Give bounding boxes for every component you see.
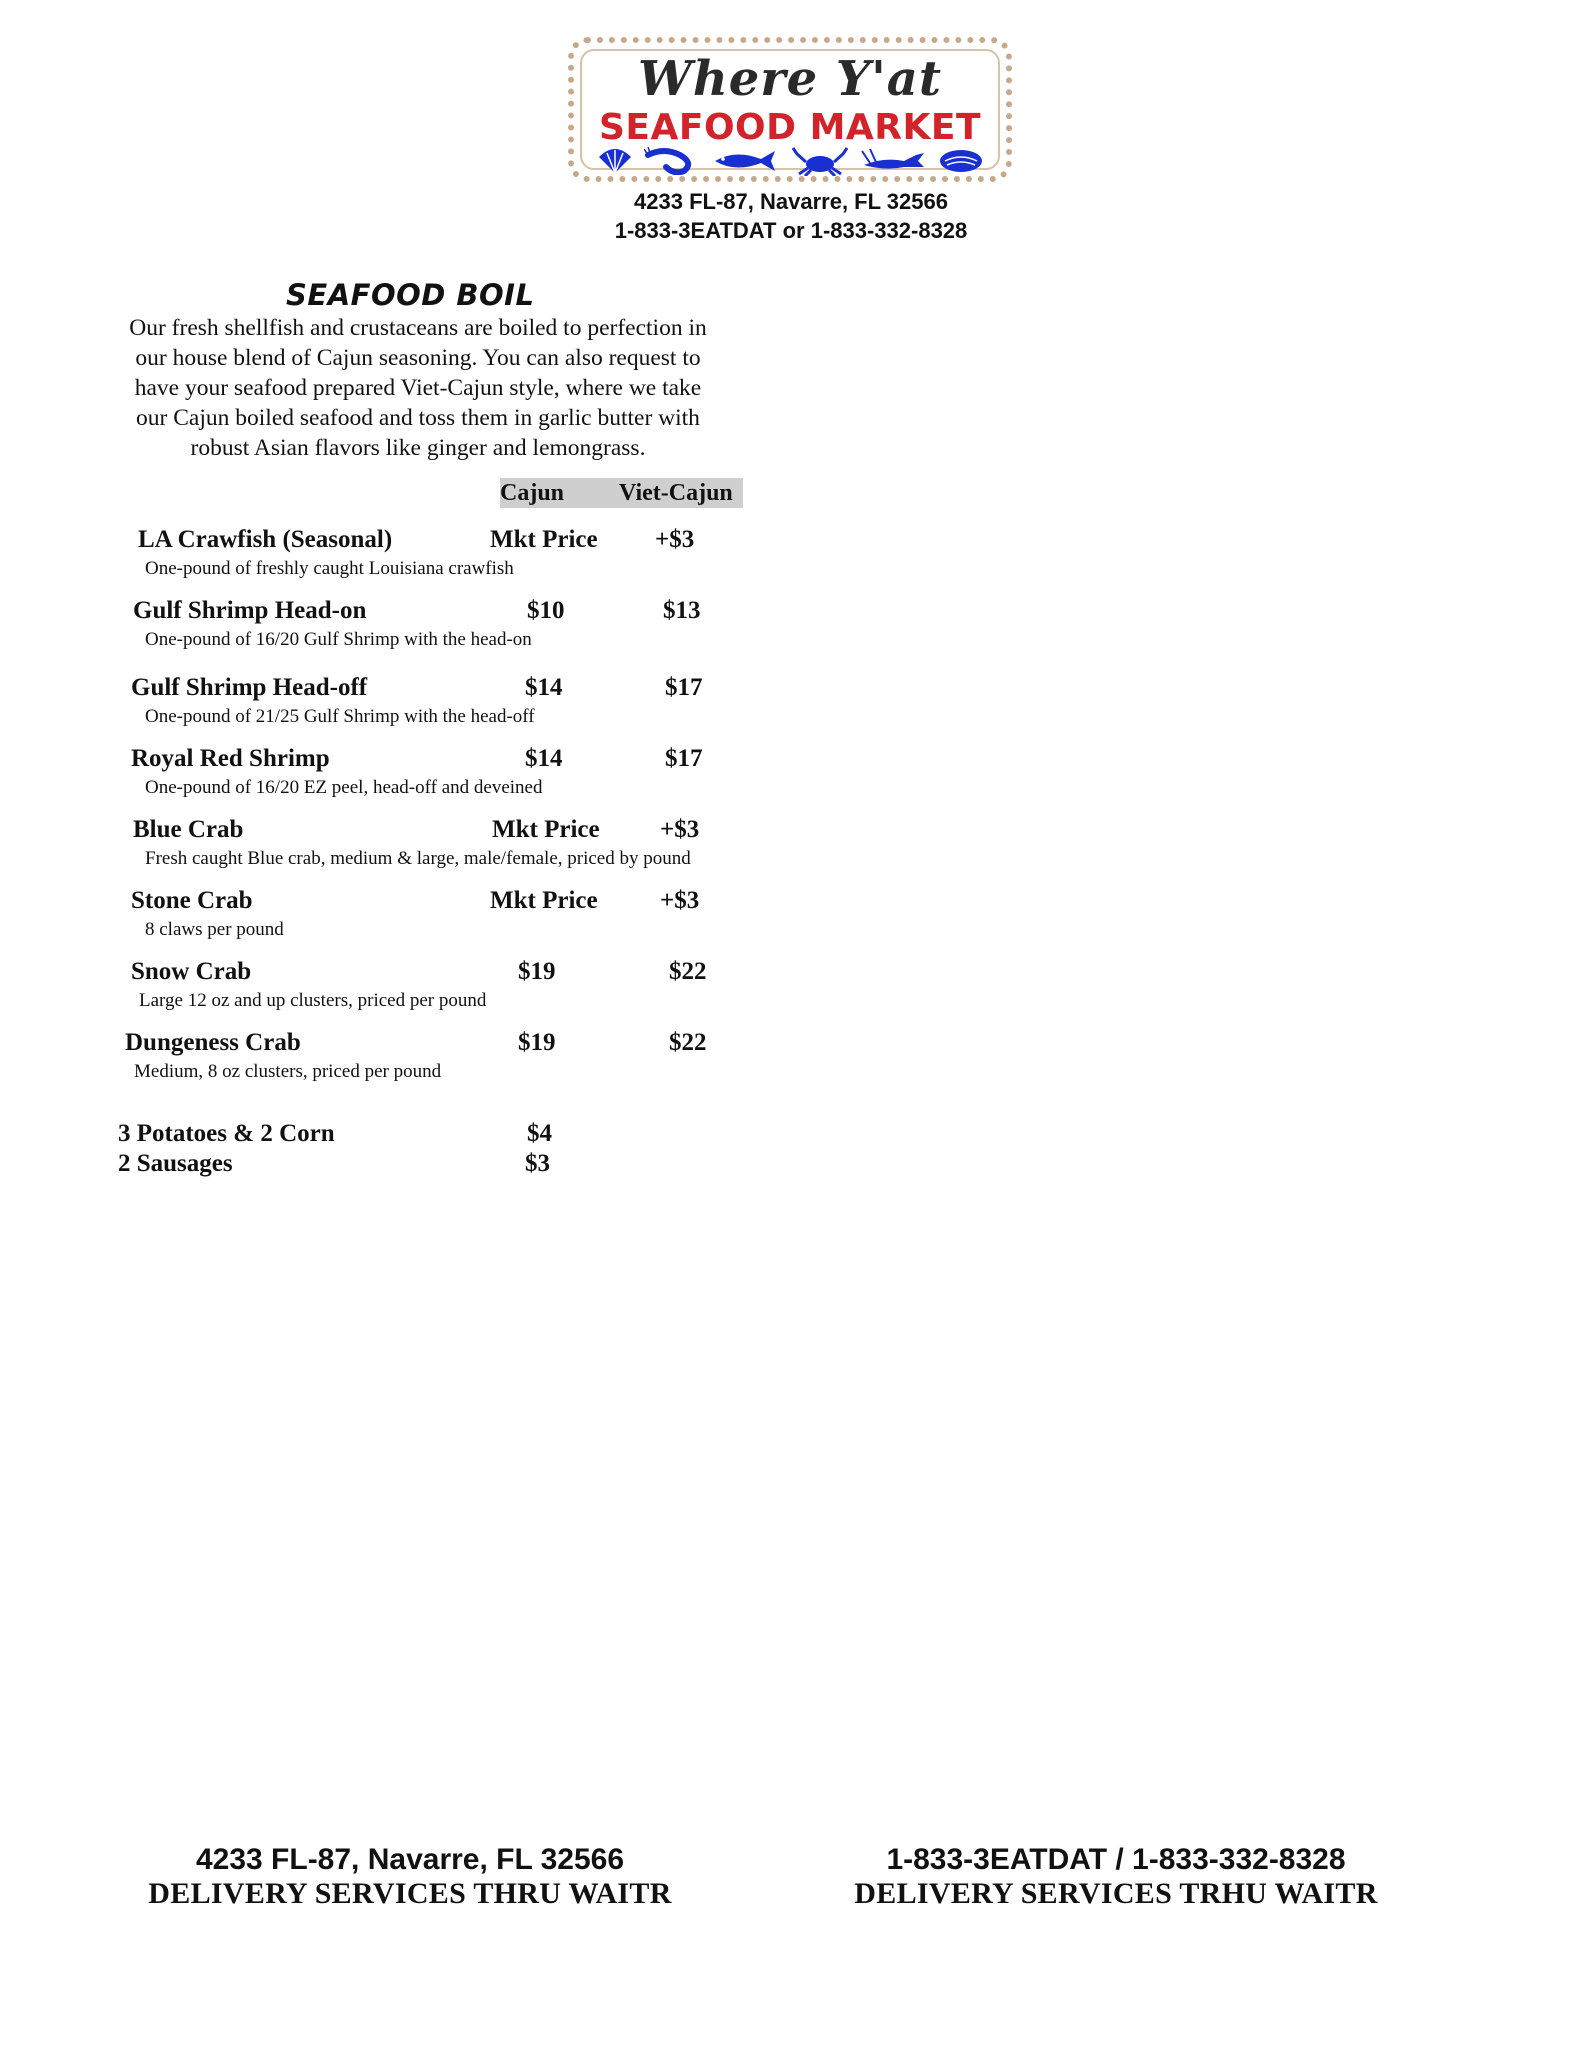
menu-item-price-viet-cajun: +$3	[660, 887, 700, 914]
menu-item-description: Fresh caught Blue crab, medium & large, male/female, priced by pound	[145, 848, 691, 869]
column-header-cajun: Cajun	[500, 480, 565, 506]
menu-item-price-viet-cajun: +$3	[655, 526, 695, 553]
intro-line: robust Asian flavors like ginger and lemongrass.	[190, 435, 646, 461]
section-intro	[92, 313, 744, 463]
menu-item-description: One-pound of 21/25 Gulf Shrimp with the head-off	[145, 706, 535, 727]
menu-item-price-cajun: Mkt Price	[490, 887, 598, 914]
menu-item-name: Blue Crab	[133, 816, 244, 843]
menu-item-price-viet-cajun: $22	[669, 1029, 707, 1056]
side-item-price: $3	[525, 1150, 550, 1177]
shell-icon	[595, 147, 635, 175]
intro-line: have your seafood prepared Viet-Cajun style, where we take	[134, 375, 702, 401]
menu-item-description: Medium, 8 oz clusters, priced per pound	[134, 1061, 442, 1082]
menu-item-name: LA Crawfish (Seasonal)	[138, 526, 393, 553]
oyster-icon	[937, 147, 985, 175]
menu-item-price-cajun: $19	[518, 1029, 556, 1056]
footer-delivery-note: DELIVERY SERVICES THRU WAITR	[148, 1877, 672, 1910]
menu-item-price-viet-cajun: $22	[669, 958, 707, 985]
menu-item-name: Gulf Shrimp Head-on	[133, 597, 367, 624]
menu-item-description: One-pound of 16/20 Gulf Shrimp with the head-on	[145, 629, 532, 650]
menu-item-price-cajun: $14	[525, 745, 563, 772]
menu-item-price-viet-cajun: +$3	[660, 816, 700, 843]
header-phone: 1-833-3EATDAT or 1-833-332-8328	[614, 218, 968, 243]
menu-item-name: Gulf Shrimp Head-off	[131, 674, 368, 701]
logo-market-text: SEAFOOD MARKET	[598, 107, 982, 148]
shrimp-icon	[644, 147, 700, 175]
side-item-name: 2 Sausages	[118, 1150, 233, 1177]
intro-line: Our fresh shellfish and crustaceans are boiled to perfection in	[129, 315, 707, 341]
menu-item-name: Dungeness Crab	[125, 1029, 301, 1056]
intro-line: our Cajun boiled seafood and toss them in garlic butter with	[136, 405, 700, 431]
menu-item-price-cajun: Mkt Price	[492, 816, 600, 843]
menu-item-price-cajun: $14	[525, 674, 563, 701]
footer-right	[806, 1843, 1426, 1911]
fish-icon	[709, 147, 781, 175]
crawfish-icon	[858, 147, 928, 175]
side-item-price: $4	[527, 1120, 552, 1147]
menu-item-name: Royal Red Shrimp	[131, 745, 330, 772]
menu-item-price-viet-cajun: $17	[665, 674, 703, 701]
footer-left	[100, 1843, 720, 1911]
menu-item-description: One-pound of freshly caught Louisiana crawfish	[145, 558, 514, 579]
intro-line: our house blend of Cajun seasoning. You can also request to	[135, 345, 701, 371]
menu-item-name: Stone Crab	[131, 887, 253, 914]
logo-icon-row	[590, 146, 990, 176]
footer-delivery-note: DELIVERY SERVICES TRHU WAITR	[854, 1877, 1378, 1910]
crab-icon	[791, 146, 849, 176]
column-header-viet-cajun: Viet-Cajun	[619, 480, 733, 506]
menu-item-price-viet-cajun: $13	[663, 597, 701, 624]
section-title: SEAFOOD BOIL	[286, 278, 535, 312]
side-item-name: 3 Potatoes & 2 Corn	[118, 1120, 335, 1147]
header-address: 4233 FL-87, Navarre, FL 32566	[634, 189, 948, 214]
logo-script-text: Where Y'at	[637, 51, 943, 107]
menu-item-price-cajun: $19	[518, 958, 556, 985]
menu-item-price-cajun: Mkt Price	[490, 526, 598, 553]
menu-item-description: 8 claws per pound	[145, 919, 284, 940]
menu-item-price-cajun: $10	[527, 597, 565, 624]
footer-phone: 1-833-3EATDAT / 1-833-332-8328	[886, 1843, 1346, 1876]
menu-item-description: Large 12 oz and up clusters, priced per pound	[139, 990, 487, 1011]
menu-item-price-viet-cajun: $17	[665, 745, 703, 772]
store-logo	[568, 37, 1012, 182]
menu-item-name: Snow Crab	[131, 958, 252, 985]
menu-item-description: One-pound of 16/20 EZ peel, head-off and deveined	[145, 777, 543, 798]
footer-address: 4233 FL-87, Navarre, FL 32566	[195, 1843, 625, 1876]
